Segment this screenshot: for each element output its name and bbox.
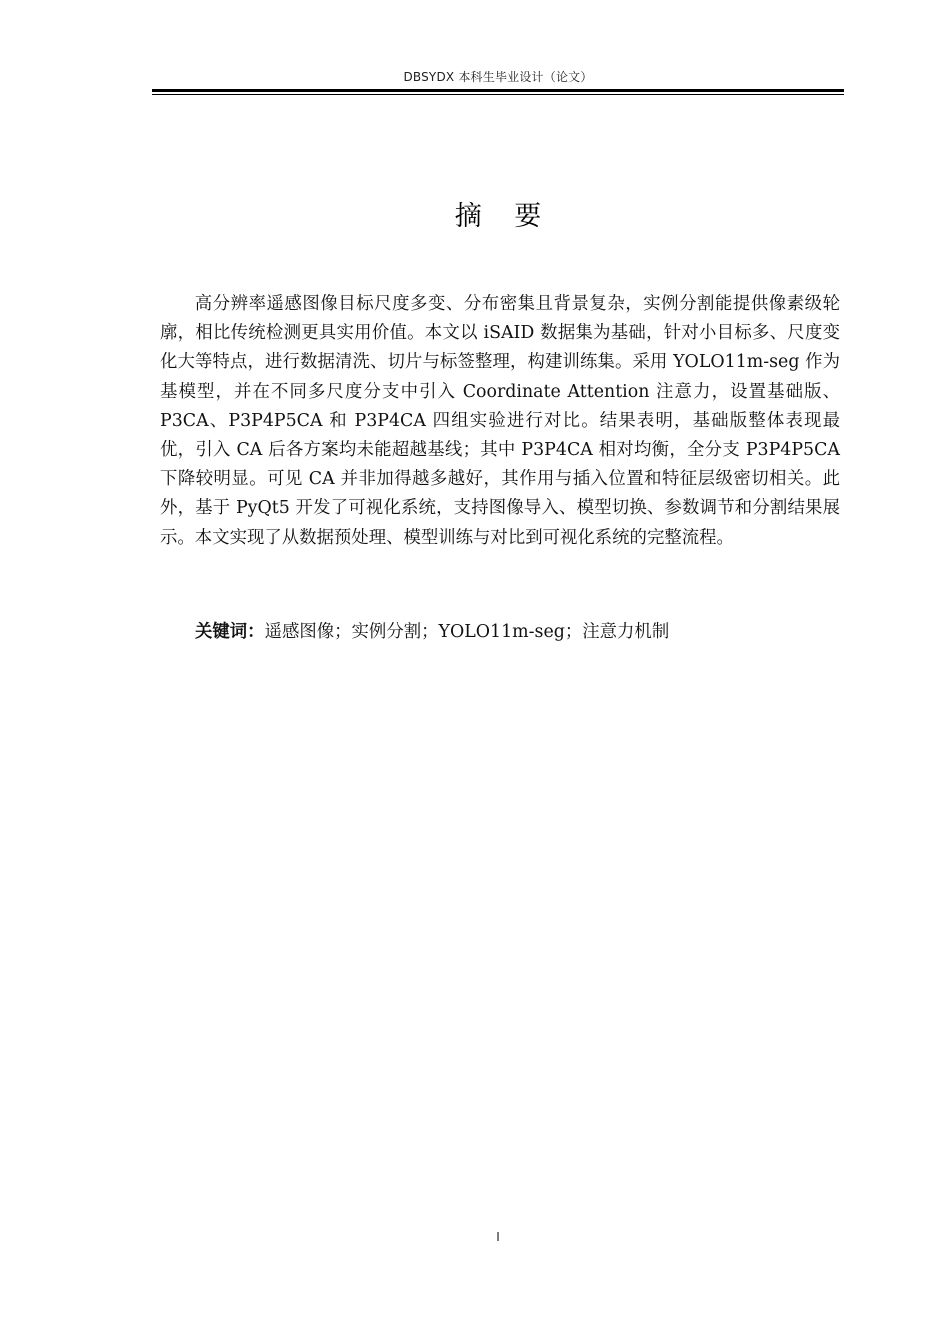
header-rule-thick xyxy=(152,89,844,92)
page-number: I xyxy=(496,1230,500,1244)
keywords-text: 遥感图像；实例分割；YOLO11m-seg；注意力机制 xyxy=(264,622,670,642)
keywords-line xyxy=(195,618,840,647)
abstract-body: 高分辨率遥感图像目标尺度多变、分布密集且背景复杂，实例分割能提供像素级轮廓，相比传统检测更具实用价值。本文以 iSAID 数据集为基础，针对小目标多、尺度变化大等特点，进行数据清洗、切片与标签整理，构建训练集。采用 YOLO11m-seg 作为基模型，并在不同多尺度分支中引入 Coordinate Attention 注意力，设置基础版、P3CA、P3P4P5CA 和 P3P4CA 四组实验进行对比。结果表明，基础版整体表现最优，引入 CA 后各方案均未能超越基线；其中 P3P4CA 相对均衡，全分支 P3P4P5CA 下降较明显。可见 CA 并非加得越多越好，其作用与插入位置和特征层级密切相关。此外，基于 PyQt5 开发了可视化系统，支持图像导入、模型切换、参数调节和分割结果展示。本文实现了从数据预处理、模型训练与对比到可视化系统的完整流程。 xyxy=(160,294,840,548)
header-rule-thin xyxy=(152,94,844,95)
abstract-title: 摘 要 xyxy=(454,201,554,232)
running-header: DBSYDX 本科生毕业设计（论文） xyxy=(403,70,593,84)
keywords-label: 关键词： xyxy=(195,622,265,642)
